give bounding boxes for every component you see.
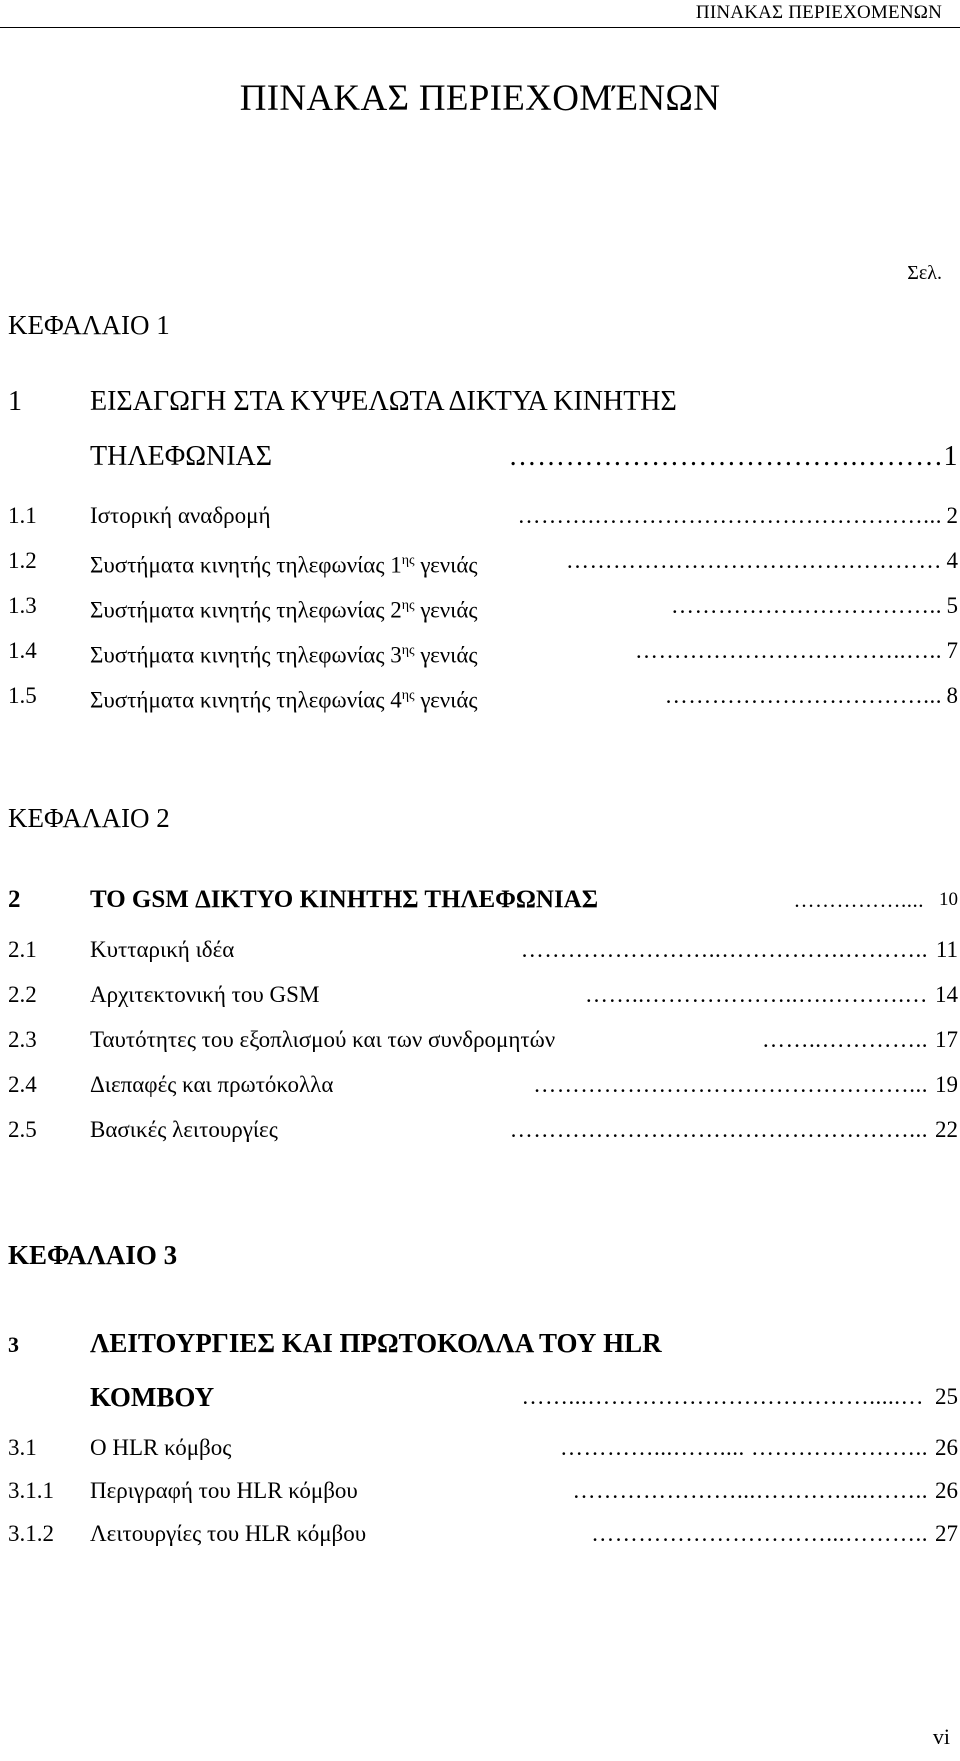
entry-page: 4 bbox=[946, 548, 958, 573]
entry-page: 7 bbox=[946, 638, 958, 663]
dot-leader: ………………………………………… bbox=[566, 548, 942, 573]
dot-leader: …………...…….... ………………….. bbox=[560, 1435, 928, 1460]
toc-entry[interactable] bbox=[8, 1433, 958, 1463]
entry-number: 1.3 bbox=[8, 593, 37, 618]
dot-leader: …………………………...……….. bbox=[591, 1521, 928, 1546]
toc-entry-heading-continued[interactable] bbox=[8, 1382, 958, 1412]
entry-page: 26 bbox=[935, 1478, 958, 1503]
entry-number: 1.5 bbox=[8, 683, 37, 708]
dot-leader: ……………………………... bbox=[664, 683, 942, 708]
entry-number: 2.5 bbox=[8, 1117, 37, 1142]
entry-title: Ιστορική αναδρομή bbox=[90, 503, 271, 528]
entry-title: Συστήματα κινητής τηλεφωνίας $1^{\eta\varsigma}$ γενιάς bbox=[90, 552, 478, 578]
entry-number: 1.4 bbox=[8, 638, 37, 663]
entry-page: 5 bbox=[946, 593, 958, 618]
toc-entry[interactable] bbox=[8, 1115, 958, 1145]
toc-entry[interactable] bbox=[8, 591, 958, 621]
entry-title: Κυτταρική ιδέα bbox=[90, 937, 235, 962]
entry-title: O HLR κόμβος bbox=[90, 1435, 232, 1460]
dot-leader: ……………………..…………….……….. bbox=[520, 937, 928, 962]
dot-leader: ……………………………………………... bbox=[509, 1117, 928, 1142]
entry-title: Συστήματα κινητής τηλεφωνίας $4^{\eta\varsigma}$ γενιάς bbox=[90, 687, 478, 713]
dot-leader: …………………………………………... bbox=[533, 1072, 928, 1097]
dot-leader: ……………………………….………1 bbox=[508, 442, 958, 472]
entry-title: ΕΙΣΑΓΩΓΗ ΣΤΑ ΚΥΨΕΛΩΤΑ ΔΙΚΤΥΑ ΚΙΝΗΤΗΣ bbox=[90, 386, 677, 417]
entry-number: 2.4 bbox=[8, 1072, 37, 1097]
header-rule bbox=[0, 27, 960, 28]
entry-number: 2.1 bbox=[8, 937, 37, 962]
running-header: ΠΙΝΑΚΑΣ ΠΕΡΙΕΧΟΜΕΝΩΝ bbox=[695, 2, 942, 23]
entry-title: Συστήματα κινητής τηλεφωνίας $3^{\eta\varsigma}$ γενιάς bbox=[90, 642, 478, 668]
entry-title: ΤΟ GSM ΔΙΚΤΥΟ ΚΙΝΗΤΗΣ ΤΗΛΕΦΩΝΙΑΣ bbox=[90, 886, 599, 913]
toc-entry[interactable] bbox=[8, 501, 958, 531]
toc-entry-heading[interactable] bbox=[8, 1328, 958, 1358]
entry-number: 3 bbox=[8, 1332, 19, 1357]
entry-title: Βασικές λειτουργίες bbox=[90, 1117, 278, 1142]
entry-page: 22 bbox=[935, 1117, 958, 1142]
toc-title: ΠΙΝΑΚΑΣ ΠΕΡΙΕΧΟΜΈΝΩΝ bbox=[239, 78, 721, 119]
entry-title-continued: ΤΗΛΕΦΩΝΙΑΣ bbox=[90, 441, 273, 472]
dot-leader: …………….... bbox=[793, 888, 924, 912]
dot-leader: ……….……………………………………... bbox=[517, 503, 942, 528]
toc-entry-heading[interactable] bbox=[8, 387, 958, 417]
dot-leader: ……...……………………………….....… bbox=[521, 1384, 924, 1409]
entry-page: 2 bbox=[946, 503, 958, 528]
toc-entry[interactable] bbox=[8, 1025, 958, 1055]
chapter-label: ΚΕΦΑΛΑΙΟ 2 bbox=[8, 803, 170, 833]
entry-page: 26 bbox=[935, 1435, 958, 1460]
toc-entry-heading[interactable] bbox=[8, 885, 958, 915]
dot-leader: ……..………….. bbox=[762, 1027, 928, 1052]
entry-page: 17 bbox=[935, 1027, 958, 1052]
entry-number: 3.1 bbox=[8, 1435, 37, 1460]
toc-entry-heading-continued[interactable] bbox=[8, 442, 958, 472]
entry-number: 3.1.1 bbox=[8, 1478, 54, 1503]
entry-title: Περιγραφή του HLR κόμβου bbox=[90, 1478, 358, 1503]
toc-entry[interactable] bbox=[8, 1070, 958, 1100]
entry-page: 25 bbox=[935, 1384, 958, 1409]
entry-page: 10 bbox=[939, 889, 958, 910]
entry-page: 8 bbox=[946, 683, 958, 708]
entry-page: 14 bbox=[935, 982, 958, 1007]
toc-entry[interactable] bbox=[8, 1519, 958, 1549]
entry-title: Συστήματα κινητής τηλεφωνίας $2^{\eta\varsigma}$ γενιάς bbox=[90, 597, 478, 623]
dot-leader: …………………...…………...…….. bbox=[572, 1478, 928, 1503]
entry-title: Λειτουργίες του HLR κόμβου bbox=[90, 1521, 367, 1546]
entry-title: Ταυτότητες του εξοπλισμού και των συνδρομητών bbox=[90, 1027, 556, 1052]
chapter-label: ΚΕΦΑΛΑΙΟ 1 bbox=[8, 310, 170, 340]
toc-entry[interactable] bbox=[8, 681, 958, 711]
entry-number: 3.1.2 bbox=[8, 1521, 54, 1546]
page-column-label: Σελ. bbox=[907, 262, 942, 284]
toc-entry[interactable] bbox=[8, 1476, 958, 1506]
toc-entry[interactable] bbox=[8, 636, 958, 666]
dot-leader: …………………………….. bbox=[671, 593, 942, 618]
toc-entry[interactable] bbox=[8, 980, 958, 1010]
entry-page: 11 bbox=[935, 937, 958, 962]
entry-number: 1 bbox=[8, 386, 22, 417]
entry-number: 1.1 bbox=[8, 503, 37, 528]
entry-title: ΛΕΙΤΟΥΡΓΙΕΣ ΚΑΙ ΠΡΩΤΟΚΟΛΛΑ ΤΟΥ HLR bbox=[90, 1328, 662, 1358]
toc-entry[interactable] bbox=[8, 935, 958, 965]
page-number: vi bbox=[932, 1724, 950, 1749]
dot-leader: ……………………………..….. bbox=[635, 638, 942, 663]
entry-number: 2.3 bbox=[8, 1027, 37, 1052]
entry-number: 2.2 bbox=[8, 982, 37, 1007]
toc-entry[interactable] bbox=[8, 546, 958, 576]
dot-leader: ……..………………..….……….… bbox=[585, 982, 928, 1007]
entry-title: Αρχιτεκτονική του GSM bbox=[90, 982, 320, 1007]
entry-number: 2 bbox=[8, 886, 21, 913]
entry-number: 1.2 bbox=[8, 548, 37, 573]
entry-title: Διεπαφές και πρωτόκολλα bbox=[90, 1072, 334, 1097]
entry-page: 27 bbox=[935, 1521, 958, 1546]
entry-page: 19 bbox=[935, 1072, 958, 1097]
chapter-label: ΚΕΦΑΛΑΙΟ 3 bbox=[8, 1240, 178, 1270]
entry-title-continued: ΚΟΜΒΟΥ bbox=[90, 1382, 215, 1412]
